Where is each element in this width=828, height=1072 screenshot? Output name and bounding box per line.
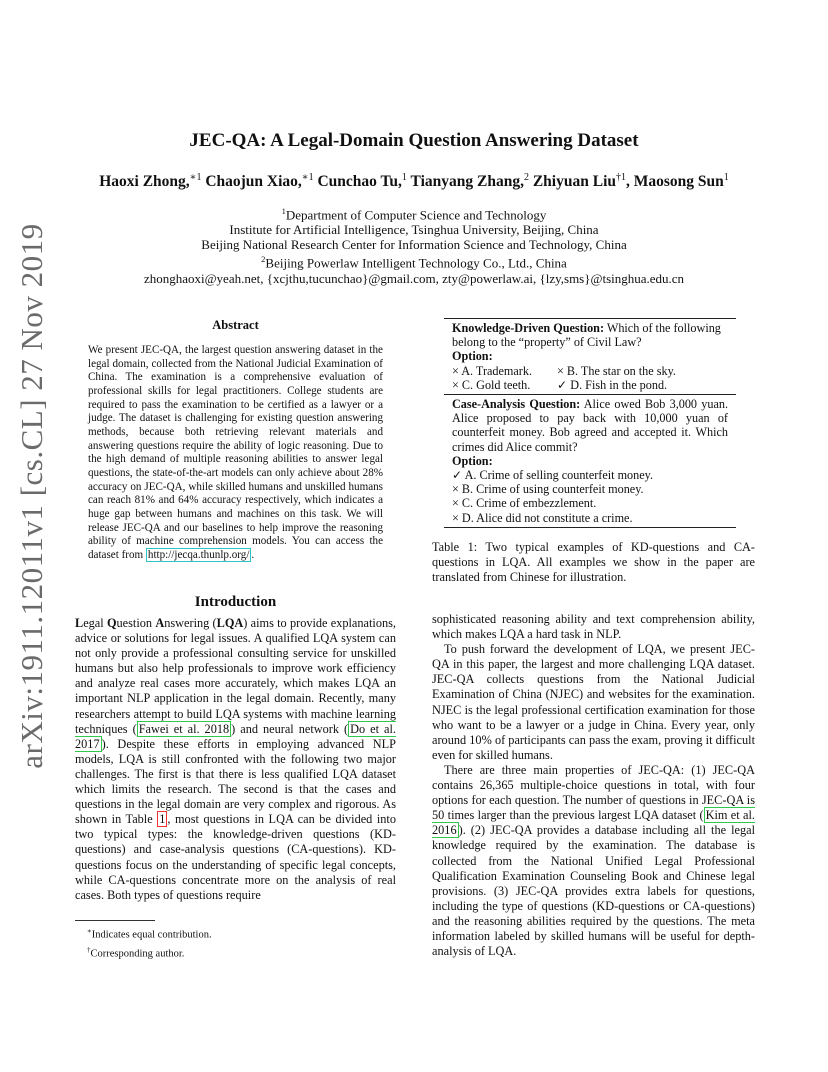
cross-icon: × (452, 496, 459, 511)
footnote-item (75, 943, 396, 962)
option-item (452, 496, 728, 510)
kd-question (452, 321, 728, 349)
kd-question-label: Knowledge-Driven Question: (452, 321, 604, 335)
option-text: D. Fish in the pond. (567, 377, 668, 392)
affiliation-sup: 2 (261, 254, 266, 265)
body-paragraph: sophisticated reasoning ability and text comprehension ability, which makes LQA a hard task in NLP. (432, 612, 755, 642)
affiliation-line (0, 204, 828, 222)
checkmark-icon: ✓ (452, 468, 463, 483)
affiliation-line: Beijing National Research Center for Information Science and Technology, China (201, 237, 627, 253)
author-sup: ∗1 (301, 172, 314, 183)
citation-link[interactable]: Do et al. 2017 (75, 721, 396, 751)
abstract-end: . (251, 548, 255, 561)
cross-icon: × (452, 377, 459, 392)
affiliation-line: Institute for Artificial Intelligence, Tsinghua University, Beijing, China (229, 222, 599, 238)
footnote-item (75, 924, 396, 943)
option-label: Option: (452, 453, 493, 468)
option-text: C. Crime of embezzlement. (458, 496, 597, 511)
option-item (557, 378, 667, 392)
text-run: ) and neural network ( (231, 721, 349, 736)
option-text: B. Crime of using counterfeit money. (458, 482, 644, 497)
footnote-text: Indicates equal contribution. (91, 929, 212, 941)
text-run: , most questions in LQA can be divided into two typical types: the knowledge-driven questions (KD-questions) and case-analysis questions (CA-questions). KD-questions focus on the understanding of specific legal concepts, while CA-questions concentrate more on the analysis of real cases. Both types of questions require (75, 812, 396, 902)
cross-icon: × (452, 482, 459, 497)
cross-icon: × (452, 363, 459, 378)
table-caption: Table 1: Two typical examples of KD-questions and CA-questions in LQA. All examples we show in the paper are translated from Chinese for illustration. (432, 540, 755, 585)
ca-question (452, 397, 728, 454)
text-run: ). Despite these efforts in employing advanced NLP models, LQA is still confronted with the following two major challenges. The first is that there is less qualified LQA dataset which limits the research. The second is that the cases and questions in the legal domain are very complex and rigorous. As shown in Table (75, 736, 396, 827)
option-item (557, 364, 676, 378)
bold-term: LQA (216, 616, 244, 630)
footnote-text: Corresponding author. (90, 948, 185, 959)
abstract-heading: Abstract (212, 318, 259, 332)
bold-letter: Q (106, 616, 117, 630)
dataset-link[interactable]: http://jecqa.thunlp.org/ (147, 548, 250, 561)
author-name: Haoxi Zhong, (99, 173, 190, 191)
kd-question-text: Which of the following belong to the “property” of Civil Law? (452, 321, 721, 350)
introduction-paragraph (75, 616, 396, 903)
body-paragraph (432, 763, 755, 959)
option-text: D. Alice did not constitute a crime. (458, 510, 633, 525)
footnotes (75, 924, 396, 961)
footnote-mark: ∗ (87, 927, 92, 935)
citation-link[interactable]: Kim et al. 2016 (432, 808, 755, 838)
author-emails: zhonghaoxi@yeah.net, {xcjthu,tucunchao}@gmail.com, zty@powerlaw.ai, {lzy,sms}@tsinghua.edu.cn (143, 270, 685, 286)
text-run: uestion (116, 616, 156, 630)
affiliation-text: Beijing Powerlaw Intelligent Technology Co., Ltd., China (265, 255, 567, 271)
cross-icon: × (452, 510, 459, 525)
cross-icon: × (557, 363, 564, 378)
affiliation-text: Department of Computer Science and Technology (285, 207, 547, 223)
author-name: , Maosong Sun (626, 173, 724, 191)
arxiv-stamp: arXiv:1911.12011v1 [cs.CL] 27 Nov 2019 (14, 223, 49, 769)
author-name: Tianyang Zhang, (410, 173, 524, 191)
author-name: Cunchao Tu, (317, 173, 402, 191)
kd-question-section (444, 319, 736, 394)
affiliation-sup: 1 (281, 206, 286, 216)
table-1 (444, 318, 736, 528)
option-label: Option: (452, 349, 493, 364)
right-column-text (432, 612, 755, 959)
option-text: B. The star on the sky. (563, 363, 676, 378)
affiliation-line (0, 252, 828, 270)
option-row (452, 378, 728, 392)
ca-question-label: Case-Analysis Question: (452, 397, 581, 412)
option-item (452, 468, 728, 482)
option-item (452, 511, 728, 525)
ca-question-section (444, 394, 736, 527)
text-run: egal (83, 616, 107, 630)
table-reference-link[interactable]: 1 (159, 812, 166, 827)
footnote-mark: † (87, 945, 91, 954)
option-row (452, 364, 728, 378)
author-list (0, 172, 828, 191)
author-name: Chaojun Xiao, (205, 173, 302, 191)
checkmark-icon: ✓ (557, 377, 568, 392)
citation-link[interactable]: Fawei et al. 2018 (138, 721, 230, 736)
author-sup: 1 (723, 172, 729, 183)
text-run: nswering ( (164, 616, 217, 630)
body-paragraph: To push forward the development of LQA, we present JEC-QA in this paper, the largest and more challenging LQA dataset. JEC-QA collects questions from the National Judicial Examination of China (NJEC) and websites for the examination. NJEC is the legal professional certification examination for those who want to be a lawyer or a judge in China. Every year, only around 10% of participants can pass the exam, proving it difficult even for skilled humans. (432, 642, 755, 762)
option-item (452, 482, 728, 496)
introduction-heading: Introduction (194, 594, 277, 610)
option-item (452, 364, 557, 378)
first-letter: L (75, 616, 84, 630)
option-item (452, 378, 557, 392)
paper-title: JEC-QA: A Legal-Domain Question Answering Dataset (189, 130, 639, 151)
text-run: There are three main properties of JEC-QA: (1) JEC-QA contains 26,365 multiple-choice questions in total, with four options for each question. The number of questions in JEC-QA is 50 times larger than the previous largest LQA dataset ( (432, 762, 755, 823)
footnote-divider (75, 920, 155, 921)
abstract-text (88, 344, 383, 563)
author-sup: 2 (523, 172, 529, 183)
option-text: A. Crime of selling counterfeit money. (462, 468, 653, 483)
ca-question-text: Alice owed Bob 3,000 yuan. Alice proposed to pay back with 10,000 yuan of counterfeit money. Bob agreed and accepted it. Which crimes did Alice commit? (452, 397, 729, 454)
affiliations (0, 204, 828, 286)
text-run: ). (2) JEC-QA provides a database including all the legal knowledge required by the examination. The database is collected from the National Unified Legal Professional Qualification Examination Counseling Book and Chinese legal provisions. (3) JEC-QA provides extra labels for questions, including the type of questions (KD-questions or CA-questions) and the reasoning abilities required by the questions. The meta information labeled by skilled humans will be useful for depth-analysis of LQA. (432, 823, 755, 959)
option-text: A. Trademark. (458, 363, 532, 378)
option-text: C. Gold teeth. (458, 377, 531, 392)
bold-letter: A (155, 616, 165, 630)
text-run: ) aims to provide explanations, advice or solutions for legal issues. A qualified LQA system can not only provide a professional consulting service for unskilled humans but also help professionals to improve work efficiency and analyze real cases more accurately, which makes LQA an important NLP application in the legal domain. Recently, many researchers attempt to build LQA systems with machine learning techniques ( (75, 616, 396, 736)
author-name: Zhiyuan Liu (532, 173, 616, 191)
author-sup: ∗1 (189, 172, 202, 183)
abstract-body-text: We present JEC-QA, the largest question answering dataset in the legal domain, collected from the National Judicial Examination of China. The examination is a comprehensive evaluation of professional skills for legal practitioners. College students are required to pass the examination to be certified as a lawyer or a judge. The dataset is challenging for existing question answering methods, because both retrieving relevant materials and answering questions require the ability of logic reasoning. Due to the high demand of multiple reasoning abilities to answer legal questions, the state-of-the-art models can only achieve about 28% accuracy on JEC-QA, while skilled humans and unskilled humans can reach 81% and 64% accuracy respectively, which indicates a huge gap between humans and machines on this task. We will release JEC-QA and our baselines to help improve the reasoning ability of machine comprehension models. You can access the dataset from (88, 344, 383, 561)
author-sup: †1 (616, 172, 626, 183)
author-sup: 1 (401, 172, 407, 183)
